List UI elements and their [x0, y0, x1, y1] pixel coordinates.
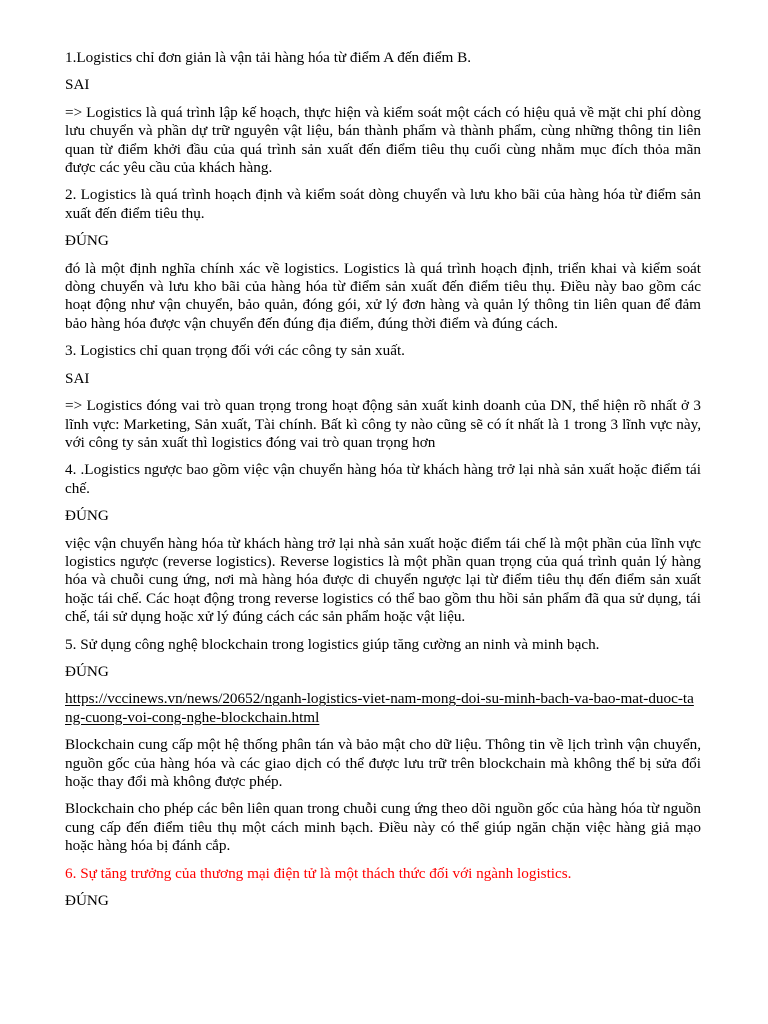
- explanation-5a: Blockchain cung cấp một hệ thống phân tán và bảo mật cho dữ liệu. Thông tin về lịch trình vận chuyển, nguồn gốc của hàng hóa và các giao dịch có thể được lưu trữ trên blockchain mà không thể bị sửa đổi hoặc thay đổi mà không được phép.: [65, 736, 701, 790]
- explanation-4: việc vận chuyển hàng hóa từ khách hàng trở lại nhà sản xuất hoặc điểm tái chế là một phần của lĩnh vực logistics ngược (reverse logistics). Reverse logistics là một phần quan trọng của quá trình quản lý hàng hóa và chuỗi cung ứng, nơi mà hàng hóa được di chuyển ngược lại từ điểm tiêu thụ đến điểm sản xuất hoặc tái chế. Các hoạt động trong reverse logistics có thể bao gồm thu hồi sản phẩm đã qua sử dụng, tái chế, tái sử dụng hoặc xử lý đúng cách các sản phẩm hoặc vật liệu.: [65, 534, 701, 626]
- explanation-2: đó là một định nghĩa chính xác về logistics. Logistics là quá trình hoạch định, triển khai và kiểm soát dòng chuyển và lưu kho bãi của hàng hóa từ điểm sản xuất đến điểm tiêu thụ. Điều này bao gồm các hoạt động như vận chuyển, bảo quản, đóng gói, xử lý đơn hàng và quản lý thông tin liên quan để đảm bảo hàng hóa được vận chuyển đến đúng địa điểm, đúng thời điểm và đúng cách.: [65, 259, 701, 332]
- explanation-1: => Logistics là quá trình lập kế hoạch, thực hiện và kiểm soát một cách có hiệu quả về mặt chi phí dòng lưu chuyển và phần dự trữ nguyên vật liệu, bán thành phẩm và thành phẩm, cùng những thông tin liên quan từ điểm khởi đầu của quá trình sản xuất đến điểm tiêu thụ cuối cùng nhằm mục đích thỏa mãn được các yêu cầu của khách hàng.: [65, 103, 701, 177]
- question-4: 4. .Logistics ngược bao gồm việc vận chuyển hàng hóa từ khách hàng trở lại nhà sản xuất hoặc điểm tái chế.: [65, 461, 701, 497]
- verdict-3: SAI: [65, 369, 90, 387]
- question-1: 1.Logistics chỉ đơn giản là vận tải hàng hóa từ điểm A đến điểm B.: [65, 49, 472, 66]
- explanation-3: => Logistics đóng vai trò quan trọng trong hoạt động sản xuất kinh doanh của DN, thể hiện rõ nhất ở 3 lĩnh vực: Marketing, Sản xuất, Tài chính. Bất kì công ty nào cũng sẽ có ít nhất là 1 trong 3 lĩnh vực này, với công ty sản xuất thì logistics đóng vai trò quan trọng hơn: [65, 397, 701, 451]
- verdict-5: ĐÚNG: [65, 662, 109, 680]
- question-5: 5. Sử dụng công nghệ blockchain trong logistics giúp tăng cường an ninh và minh bạch.: [65, 635, 600, 653]
- verdict-2: ĐÚNG: [65, 232, 109, 250]
- verdict-1: SAI: [65, 76, 90, 94]
- question-2: 2. Logistics là quá trình hoạch định và kiểm soát dòng chuyển và lưu kho bãi của hàng hóa từ điểm sản xuất đến điểm tiêu thụ.: [65, 186, 701, 222]
- question-6-highlighted: 6. Sự tăng trưởng của thương mại điện tử là một thách thức đối với ngành logistics.: [65, 864, 572, 882]
- explanation-5b: Blockchain cho phép các bên liên quan trong chuỗi cung ứng theo dõi nguồn gốc của hàng hóa từ nguồn cung cấp đến điểm tiêu thụ một cách minh bạch. Điều này có thể giúp ngăn chặn việc hàng giả mạo hoặc hàng hóa bị đánh cắp.: [65, 800, 701, 855]
- verdict-4: ĐÚNG: [65, 507, 109, 525]
- question-3: 3. Logistics chỉ quan trọng đối với các công ty sản xuất.: [65, 342, 405, 360]
- document-page: [65, 49, 701, 919]
- source-link[interactable]: https://vccinews.vn/news/20652/nganh-logistics-viet-nam-mong-doi-su-minh-bach-va-bao-mat-duoc-tang-cuong-voi-cong-nghe-blockchain.html: [65, 690, 694, 726]
- verdict-6: ĐÚNG: [65, 892, 109, 910]
